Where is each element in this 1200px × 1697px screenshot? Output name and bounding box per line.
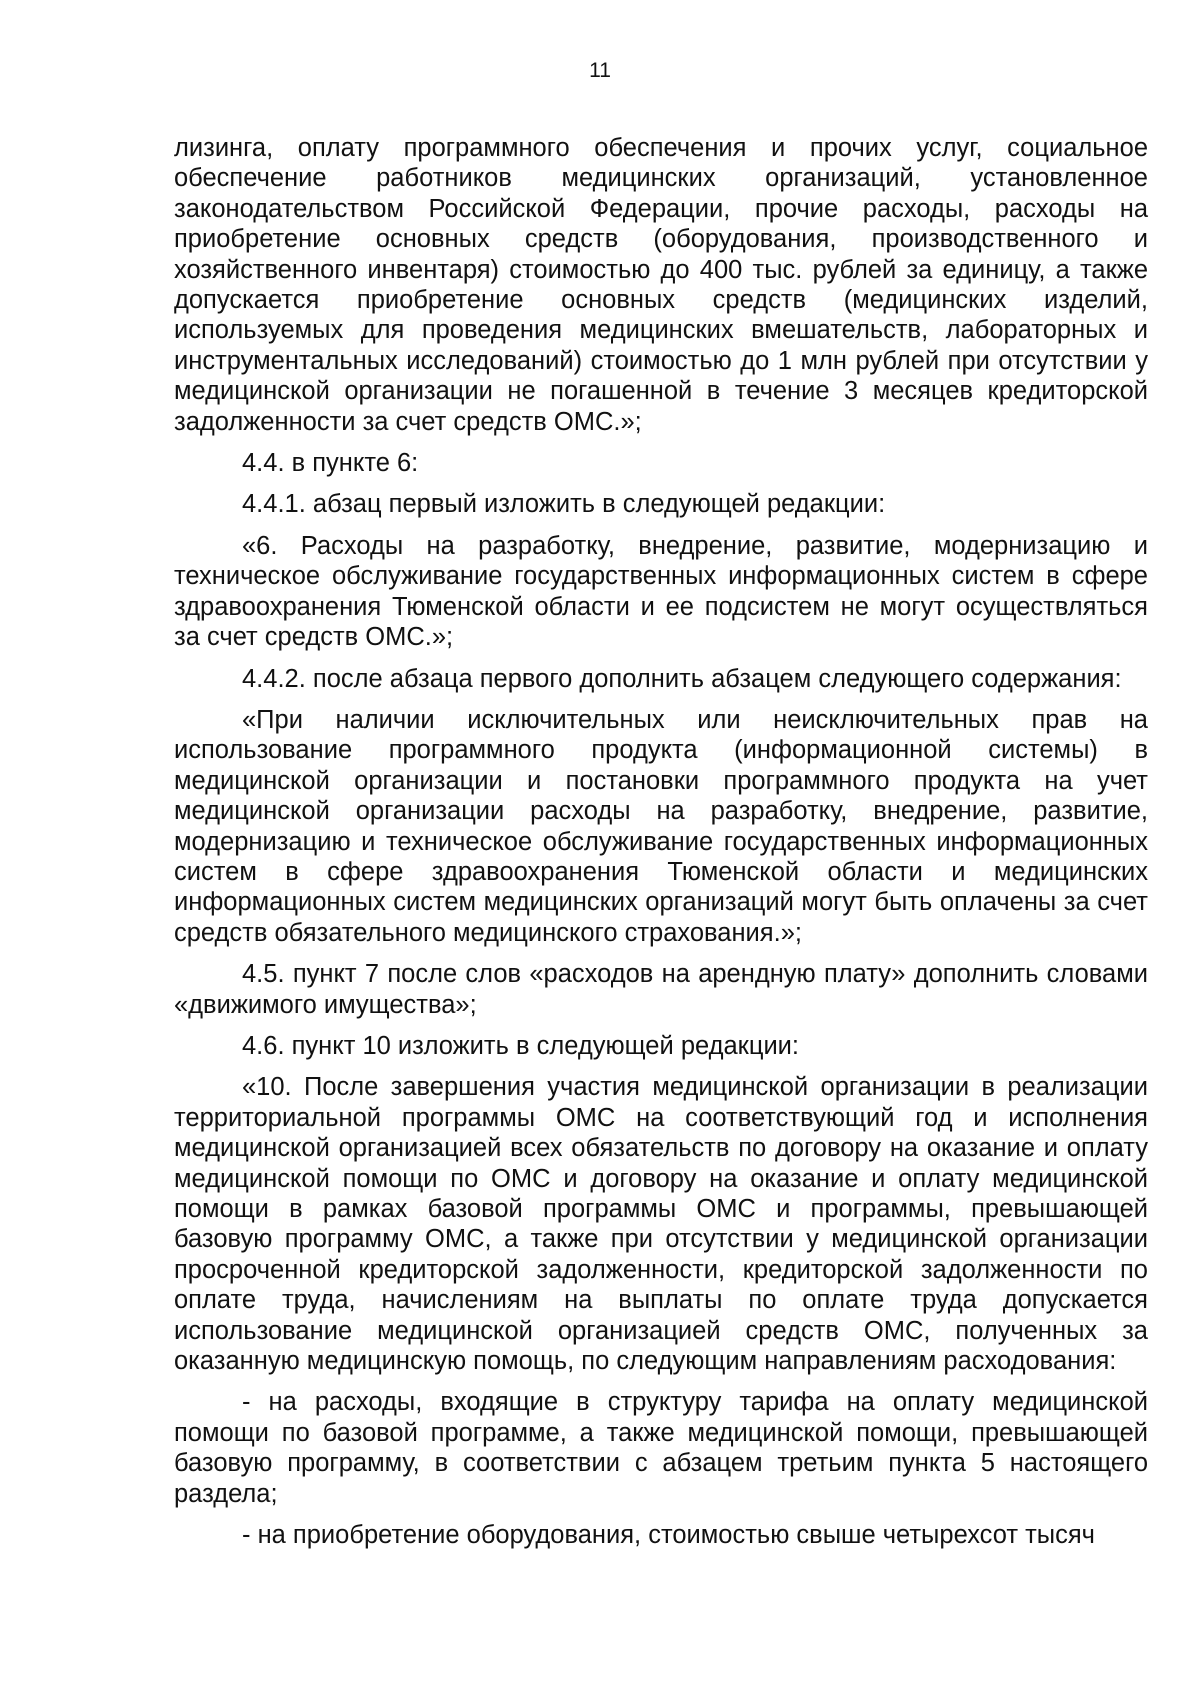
paragraph-quote-6: «6. Расходы на разработку, внедрение, развитие, модернизацию и техническое обслуживание государственных информационных систем в сфере здравоохранения Тюменской области и ее подсистем не могут осуществляться за счет средств ОМС.»; <box>174 531 1148 652</box>
paragraph-quote-rights: «При наличии исключительных или неисключительных прав на использование программного продукта (информационной системы) в медицинской организации и постановки программного продукта на учет медицинской организации расходы на разработку, внедрение, развитие, модернизацию и техническое обслуживание государственных информационных систем в сфере здравоохранения Тюменской области и медицинских информационных систем медицинских организаций могут быть оплачены за счет средств обязательного медицинского страхования.»; <box>174 705 1148 947</box>
paragraph-4-5: 4.5. пункт 7 после слов «расходов на арендную плату» дополнить словами «движимого имущества»; <box>174 960 1148 1019</box>
paragraph-4-6: 4.6. пункт 10 изложить в следующей редакции: <box>242 1031 800 1060</box>
paragraph-4-4-1: 4.4.1. абзац первый изложить в следующей редакции: <box>242 490 886 519</box>
list-item-expenses: - на расходы, входящие в структуру тарифа на оплату медицинской помощи по базовой программе, а также медицинской помощи, превышающей базовую программу, в соответствии с абзацем третьим пункта 5 настоящего раздела; <box>174 1388 1148 1508</box>
document-body <box>174 133 1148 1550</box>
paragraph-continuation: лизинга, оплату программного обеспечения и прочих услуг, социальное обеспечение работников медицинских организаций, установленное законодательством Российской Федерации, прочие расходы, расходы на приобретение основных средств (оборудования, производственного и хозяйственного инвентаря) стоимостью до 400 тыс. рублей за единицу, а также допускается приобретение основных средств (медицинских изделий, используемых для проведения медицинских вмешательств, лабораторных и инструментальных исследований) стоимостью до 1 млн рублей при отсутствии у медицинской организации не погашенной в течение 3 месяцев кредиторской задолженности за счет средств ОМС.»; <box>174 134 1148 436</box>
paragraph-4-4-2: 4.4.2. после абзаца первого дополнить абзацем следующего содержания: <box>242 664 1122 693</box>
list-item-equipment: - на приобретение оборудования, стоимостью свыше четырехсот тысяч <box>242 1521 1095 1550</box>
paragraph-quote-10: «10. После завершения участия медицинской организации в реализации территориальной программы ОМС на соответствующий год и исполнения медицинской организацией всех обязательств по договору на оказание и оплату медицинской помощи по ОМС и договору на оказание и оплату медицинской помощи в рамках базовой программы ОМС и программы, превышающей базовую программу ОМС, а также при отсутствии у медицинской организации просроченной кредиторской задолженности, кредиторской задолженности по оплате труда, начислениям на выплаты по оплате труда допускается использование медицинской организацией средств ОМС, полученных за оказанную медицинскую помощь, по следующим направлениям расходования: <box>174 1073 1148 1376</box>
paragraph-4-4: 4.4. в пункте 6: <box>242 449 419 478</box>
page-number: 11 <box>589 59 611 82</box>
